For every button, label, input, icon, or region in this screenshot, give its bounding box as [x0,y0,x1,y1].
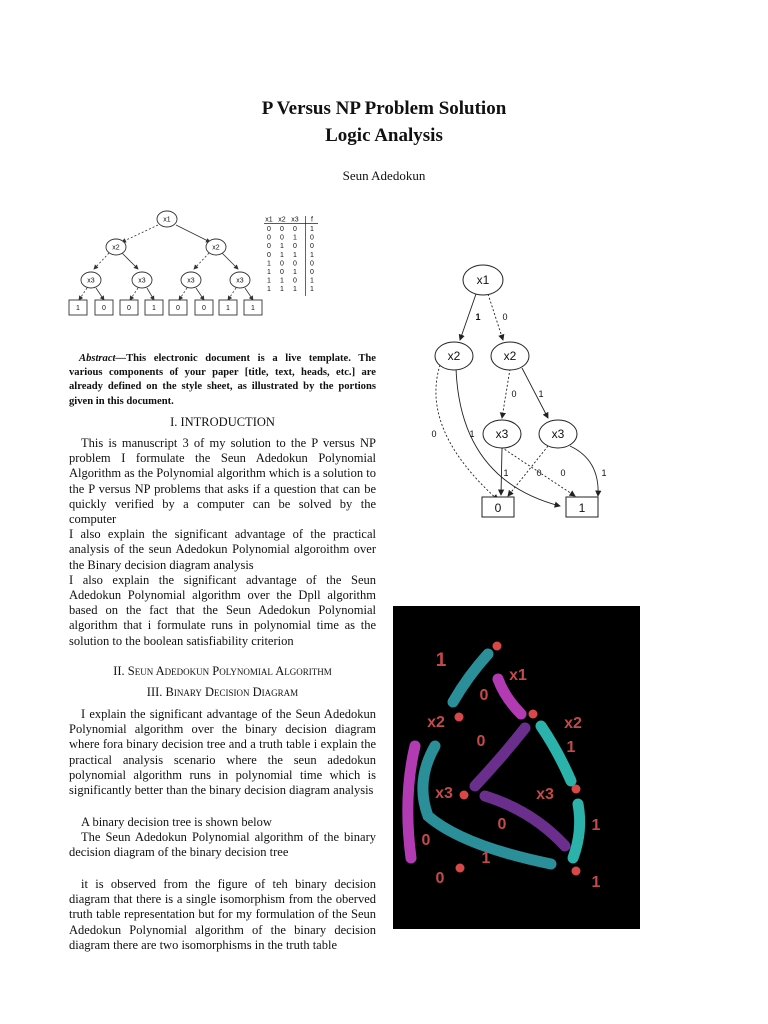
drawn-label: x3 [536,786,554,803]
bdd-section-body-3 [69,877,376,953]
truth-table-cell: 1 [280,277,284,285]
paragraph: I also explain the significant advantage of the Seun Adedokun Polynomial algorithm over the Dpll algorithm based on the fact that the Seun Adedokun Polynomial algorithm that i formulate runs in polynomial time as the solution to the boolean satisfiability criterion [69,572,376,648]
truth-table-cell: 1 [267,277,271,285]
tree-leaf-value: 1 [251,305,255,312]
tree-label-x2: x2 [212,244,220,252]
truth-table-cell: 0 [280,226,284,233]
tree-label-x1: x1 [163,216,171,224]
truth-table-cell: 1 [293,234,297,242]
bdd-section-body [69,707,376,798]
truth-table-cell: 0 [293,277,297,285]
truth-table-cell: 1 [267,260,271,268]
truth-table-cell: 1 [267,269,271,276]
paragraph: A binary decision tree is shown below [81,815,272,829]
bdd-section-body-2 [69,815,376,861]
bdd-label-x3: x3 [551,427,565,441]
tree-label-x3: x3 [87,277,95,285]
truth-table-cell: 0 [293,243,297,251]
drawn-label: x1 [509,667,527,684]
drawn-label: 1 [566,739,576,756]
bdd-label-x3: x3 [495,427,509,441]
drawn-label: 0 [421,832,431,849]
author-name: Seun Adedokun [342,168,426,183]
truth-table-cell: 1 [293,269,297,276]
truth-table-cell: 1 [310,251,314,259]
paragraph: This is manuscript 3 of my solution to the P versus NP problem I formulate the Seun Adedokun Polynomial Algorithm as the Polynomial algorithm which is a solution to the P versus NP problems that asks if a question that can be quickly verified by a computer can be solved by the computer [69,436,376,527]
truth-table-cell: 0 [267,243,271,251]
truth-table-cell: 1 [280,286,284,294]
truth-table-cell: 1 [280,243,284,251]
truth-table-cell: 1 [293,251,297,259]
truth-table-cell: 0 [280,234,284,242]
introduction-body [69,436,376,649]
paragraph: The Seun Adedokun Polynomial algorithm of the binary decision diagram of the binary decision tree [69,830,376,860]
drawn-label: x2 [427,714,445,731]
paper-title [0,95,768,149]
drawn-label: 1 [591,817,601,834]
drawn-label: 0 [476,733,486,750]
hand-drawn-diagram-figure [393,606,640,929]
truth-table-cell: 1 [310,277,314,285]
binary-decision-diagram-figure [420,260,620,522]
bdd-edge-label: 1 [538,389,544,399]
paragraph: I also explain the significant advantage of the practical analysis of the seun Adedokun Polynomial algoroithm over the Binary decision diagram analysis [69,527,376,572]
truth-table-cell: 1 [310,286,314,294]
title-line-1: P Versus NP Problem Solution [261,98,507,119]
tree-leaf-value: 0 [202,305,206,312]
abstract-text: This electronic document is a live template. The various components of your paper [title, text, heads, etc.] are already defined on the style sheet, as illustrated by the portions given in this document. [69,353,376,407]
bdd-edge-label: 0 [502,312,508,322]
bdd-label-x2: x2 [503,349,517,363]
truth-table-cell: 0 [267,234,271,242]
bdd-edge-label: 0 [560,468,566,478]
bdd-edge-label: 0 [536,468,542,478]
bdd-edge-label: 1 [503,468,509,478]
section-heading-introduction: I. INTRODUCTION [170,415,275,429]
tree-leaf-value: 0 [102,305,106,312]
bdd-edge-label: 0 [431,429,437,439]
bdd-terminal-label: 0 [494,501,502,515]
bdd-edge-label: 1 [475,312,481,322]
tree-label-x3: x3 [236,277,244,285]
truth-table-cell: 1 [280,251,284,259]
truth-table-header: x2 [278,216,286,224]
truth-table [262,214,322,298]
bdd-terminal-label: 1 [578,501,586,515]
tree-leaf-value: 1 [152,305,156,312]
title-line-2: Logic Analysis [325,125,443,146]
drawn-label: 1 [481,850,491,867]
section-heading-algorithm: II. Seun Adedokun Polynomial Algorithm [113,664,332,678]
drawn-label: 0 [435,870,445,887]
tree-leaf-value: 0 [127,305,131,312]
paragraph: it is observed from the figure of teh binary decision diagram that there is a single isomorphism from the oberved truth table representation but for my formulation of the Seun Adedokun Polynomial algorithm of the binary decision diagram there are two isomorphisms in the truth table [69,877,376,952]
tree-leaf-value: 0 [176,305,180,312]
truth-table-cell: 0 [310,234,314,242]
drawn-label: x2 [564,715,582,732]
truth-table-cell: 0 [293,226,297,233]
truth-table-cell: 1 [293,286,297,294]
bdd-edge-label: 1 [469,429,475,439]
tree-label-x3: x3 [187,277,195,285]
bdd-edge-label: 0 [511,389,517,399]
abstract-label: Abstract— [79,353,127,364]
paragraph: I explain the significant advantage of the Seun Adedokun Polynomial algorithm over the binary decision diagram where fora binary decision tree and a truth table i explain the practical analysis scenario where the seun adedokun polynomial algorithm runs in polynomial time which is significantly better than the binary decision diagram analysis [69,707,376,798]
bdd-label-x1: x1 [476,273,490,287]
drawn-label: 0 [479,687,489,704]
abstract [69,352,376,409]
binary-decision-tree-figure [62,205,272,320]
drawn-label: 1 [435,650,447,671]
truth-table-cell: 0 [310,269,314,276]
tree-leaf-value: 1 [226,305,230,312]
truth-table-cell: 1 [267,286,271,294]
truth-table-header: x3 [291,216,299,224]
tree-label-x3: x3 [138,277,146,285]
truth-table-cell: 0 [267,226,271,233]
tree-leaf-value: 1 [76,305,80,312]
truth-table-cell: 0 [310,243,314,251]
bdd-label-x2: x2 [447,349,461,363]
truth-table-cell: 0 [293,260,297,268]
drawn-label: 0 [497,816,507,833]
truth-table-cell: 0 [280,260,284,268]
drawn-label: x3 [435,785,453,802]
truth-table-cell: 1 [310,226,314,233]
section-heading-bdd: III. Binary Decision Diagram [146,685,299,699]
truth-table-header: x1 [265,216,273,224]
truth-table-cell: 0 [280,269,284,276]
truth-table-cell: 0 [267,251,271,259]
truth-table-header: f [311,216,313,224]
drawn-label: 1 [591,874,601,891]
truth-table-cell: 0 [310,260,314,268]
bdd-edge-label: 1 [601,468,607,478]
tree-label-x2: x2 [112,244,120,252]
